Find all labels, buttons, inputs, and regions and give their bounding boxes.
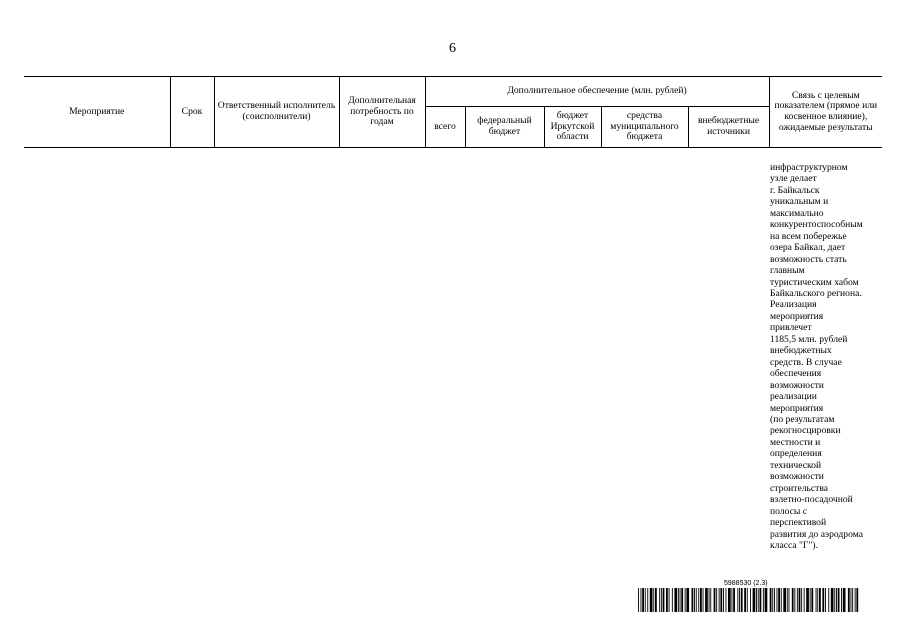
col-federal: федеральный бюджет <box>465 107 544 148</box>
col-offbudget: внебюджетные источники <box>688 107 769 148</box>
expected-results-text: инфраструктурном узле делает г. Байкальск уникальным и максимально конкурентоспособным на всем побережье озера Байкал, дает возможность стать главным туристическим хабом Байкальского региона. Реализация мероприятия привлечет 1185,5 млн. рублей внебюджетных средств. В случае обеспечения возможности реализации мероприятия (по результатам рекогносцировки местности и определения технической возможности строительства взлетно-посадочной полосы с перспективой развития до аэродрома класса "Г"). <box>770 162 863 551</box>
barcode-number: 5988530 (2.3) <box>724 580 768 587</box>
col-total: всего <box>425 107 465 148</box>
measures-table-header <box>24 76 882 148</box>
col-municipal: средства муниципального бюджета <box>601 107 688 148</box>
col-link: Связь с целевым показателем (прямое или косвенное влияние), ожидаемые результаты <box>769 77 882 148</box>
col-need: Дополнительная потребность по годам <box>339 77 425 148</box>
col-measure: Мероприятие <box>24 77 170 148</box>
col-additional-funding: Дополнительное обеспечение (млн. рублей) <box>425 77 769 107</box>
col-term: Срок <box>170 77 214 148</box>
page-number: 6 <box>449 41 456 56</box>
col-executor: Ответственный исполнитель (соисполнители) <box>214 77 339 148</box>
col-regional: бюджет Иркутской области <box>544 107 601 148</box>
barcode-icon <box>638 588 860 612</box>
